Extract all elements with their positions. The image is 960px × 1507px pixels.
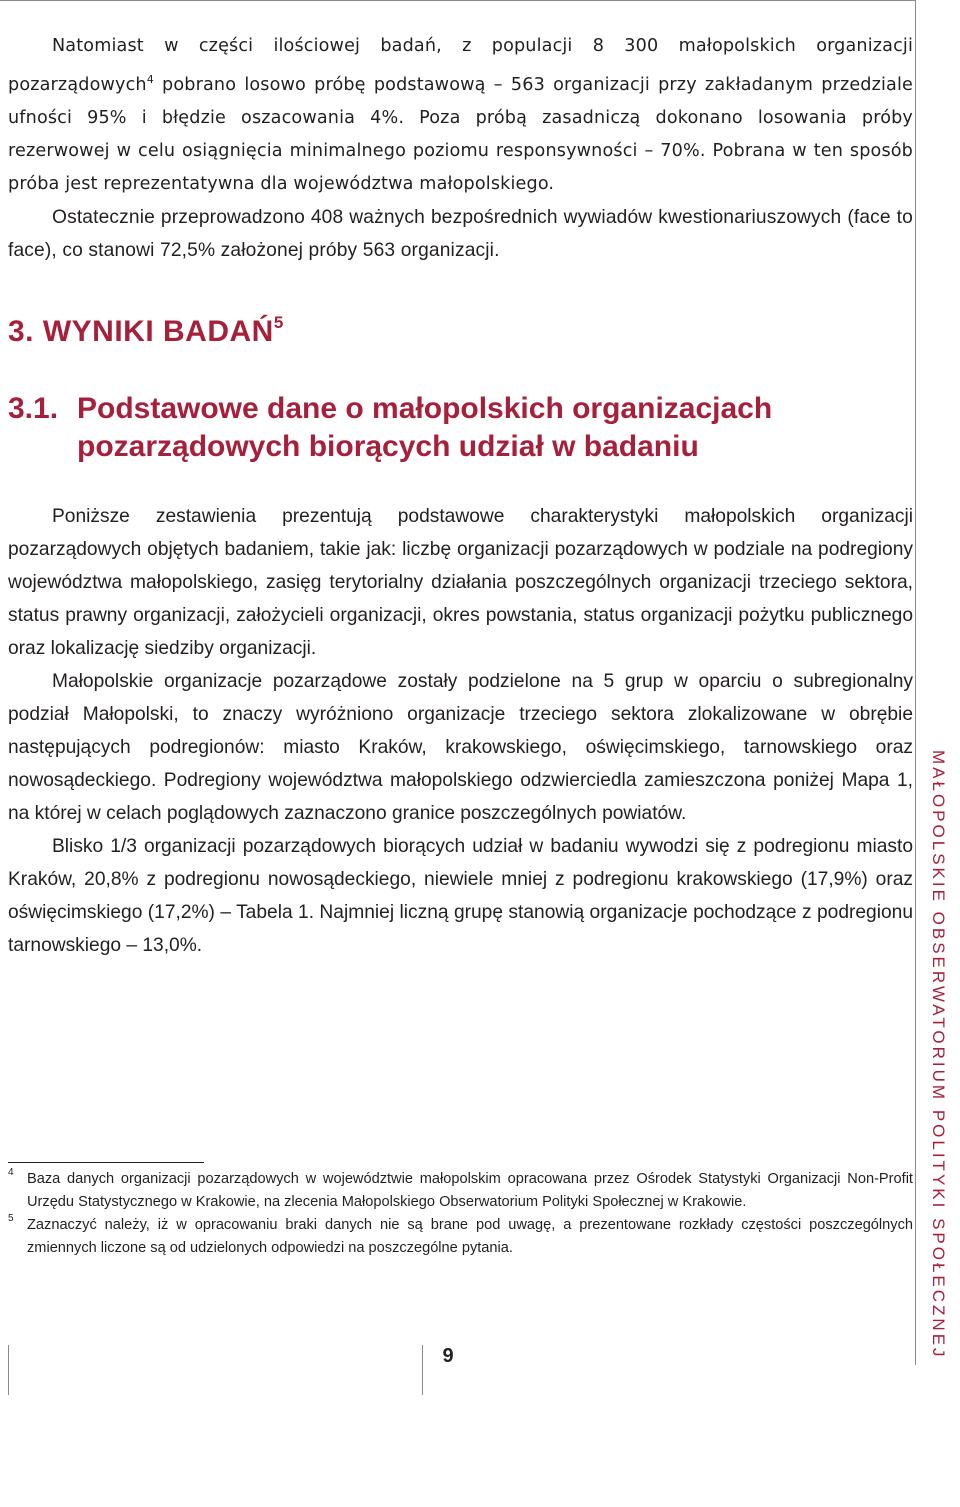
footnote-number: 4: [8, 1167, 14, 1178]
footnote-ref-5[interactable]: 5: [273, 313, 284, 332]
side-title: [922, 750, 954, 1360]
bottom-left-rule: [8, 1345, 9, 1395]
footnote: [8, 1214, 913, 1260]
footnote-ref-4[interactable]: 4: [146, 73, 154, 86]
body-paragraph: Poniższe zestawienia prezentują podstawowe charakterystyki małopolskich organizacji pozarządowych objętych badaniem, takie jak: liczbę organizacji pozarządowych w podziale na podregiony województwa małopolskiego, zasięg terytorialny działania poszczególnych organizacji trzeciego sektora, status prawny organizacji, założycieli organizacji, okres powstania, status organizacji pożytku publicznego oraz lokalizację siedziby organizacji.: [8, 506, 913, 659]
intro-text-a: Natomiast w części ilościowej badań, z populacji 8 300 małopolskich organizacji pozarządowych: [8, 36, 913, 95]
side-title-text: MAŁOPOLSKIE OBSERWATORIUM POLITYKI SPOŁECZNEJ: [929, 750, 948, 1360]
footnote: [8, 1168, 913, 1214]
margin-rule: [915, 0, 916, 1365]
footnote-text: Zaznaczyć należy, iż w opracowaniu braki danych nie są brane pod uwagę, a prezentowane rozkłady częstości poszczególnych zmiennych liczone są od udzielonych odpowiedzi na poszczególne pytania.: [27, 1217, 913, 1256]
section-heading: [8, 315, 284, 349]
subsection-title: Podstawowe dane o małopolskich organizacjach pozarządowych biorących udział w badaniu: [77, 392, 773, 463]
intro-text-b: pobrano losowo próbę podstawową – 563 organizacji przy zakładanym przedziale ufności 95% i błędzie oszacowania 4%. Poza próbą zasadniczą dokonano losowania próby rezerwowej w celu osiągnięcia minimalnego poziomu responsywności – 70%. Pobrana w ten sposób próba jest reprezentatywna dla województwa małopolskiego.: [8, 74, 913, 194]
page-number: 9: [442, 1345, 454, 1367]
intro-text: [8, 30, 913, 267]
body-text: [8, 500, 913, 962]
top-rule: [0, 0, 916, 1]
section-title: 3. WYNIKI BADAŃ: [8, 315, 274, 348]
body-paragraph: Blisko 1/3 organizacji pozarządowych biorących udział w badaniu wywodzi się z podregionu miasto Kraków, 20,8% z podregionu nowosądeckiego, niewiele mniej z podregionu krakowskiego (17,9%) oraz oświęcimskiego (17,2%) – Tabela 1. Najmniej liczną grupę stanowią organizacje pochodzące z podregionu tarnowskiego – 13,0%.: [8, 836, 913, 956]
footnotes: [8, 1168, 913, 1260]
footnote-number: 5: [8, 1213, 14, 1224]
footnote-text: Baza danych organizacji pozarządowych w województwie małopolskim opracowana przez Ośrodek Statystyki Organizacji Non-Profit Urzędu Statystycznego w Krakowie, na zlecenia Małopolskiego Obserwatorium Polityki Społecznej w Krakowie.: [27, 1171, 913, 1210]
body-paragraph: Małopolskie organizacje pozarządowe zostały podzielone na 5 grup w oparciu o subregionalny podział Małopolski, to znaczy wyróżniono organizacje trzeciego sektora zlokalizowane w obrębie następujących podregionów: miasto Kraków, krakowskiego, oświęcimskiego, tarnowskiego oraz nowosądeckiego. Podregiony województwa małopolskiego odzwierciedla zamieszczona poniżej Mapa 1, na której w celach poglądowych zaznaczono granice poszczególnych powiatów.: [8, 671, 913, 824]
footnote-rule: [8, 1162, 204, 1163]
subsection-heading: [8, 390, 837, 466]
intro-paragraph-1: [8, 30, 913, 201]
bottom-center-rule: [422, 1345, 423, 1395]
intro-paragraph-2: Ostatecznie przeprowadzono 408 ważnych bezpośrednich wywiadów kwestionariuszowych (face to face), co stanowi 72,5% założonej próby 563 organizacji.: [8, 206, 913, 261]
subsection-number: 3.1.: [8, 392, 59, 425]
